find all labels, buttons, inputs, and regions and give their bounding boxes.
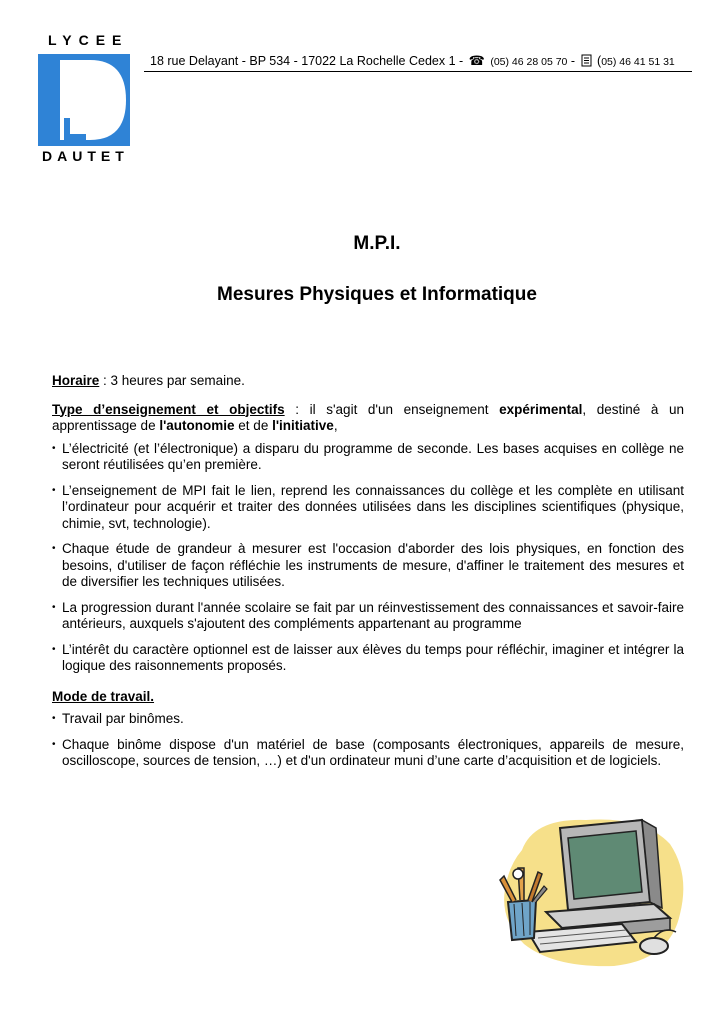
list-item: • L’électricité (et l’électronique) a disparu du programme de seconde. Les bases acquises en collège ne seront réutilisées qu’en première. (52, 441, 684, 474)
mode-label: Mode de travail. (52, 688, 155, 704)
phone-number: (05) 46 28 05 70 (490, 56, 568, 68)
list-item: • Chaque étude de grandeur à mesurer est l'occasion d'aborder des lois physiques, en fonction des besoins, d'utiliser de façon réfléchie les instruments de mesure, d'affiner le traitement des mesures et de diversifier les techniques utilisées. (52, 541, 684, 591)
horaire-text: : 3 heures par semaine. (99, 373, 245, 388)
list-item: • L’intérêt du caractère optionnel est de laisser aux élèves du temps pour réfléchir, imaginer et intégrer la logique des raisonnements proposés. (52, 642, 684, 675)
mode-list (52, 711, 684, 770)
type-text-2: , destiné à un apprentissage de (52, 401, 685, 433)
logo-top-text: LYCEE (48, 32, 129, 48)
horaire-paragraph (52, 373, 684, 390)
type-text-3: et de (234, 418, 273, 433)
list-item: • La progression durant l'année scolaire se fait par un réinvestissement des connaissances et savoir-faire antérieurs, auxquels s'ajoutent des compléments appartenant au programme (52, 600, 684, 633)
header-divider (144, 71, 692, 72)
type-label: Type d’enseignement et objectifs (52, 401, 285, 417)
logo-bottom-text: DAUTET (42, 148, 129, 164)
horaire-label: Horaire (52, 373, 100, 388)
address-text: 18 rue Delayant - BP 534 - 17022 La Rochelle Cedex 1 - (150, 54, 464, 68)
type-text-1: : il s'agit d'un enseignement (284, 401, 500, 417)
list-item: • Travail par binômes. (52, 711, 684, 728)
list-item: • Chaque binôme dispose d'un matériel de base (composants électroniques, appareils de mesure, oscilloscope, sources de tension, …) et d'un ordinateur muni d’une carte d’acquisition et de logiciels. (52, 737, 684, 770)
logo-d-shape (38, 54, 130, 146)
list-item: • L’enseignement de MPI fait le lien, reprend les connaissances du collège et les complète en utilisant l’ordinateur pour acquérir et traiter des données utilisées dans les disciplines scientifiques (physique, chimie, svt, technologie). (52, 483, 684, 533)
school-address-line (150, 53, 675, 69)
lycee-logo (38, 54, 130, 146)
mode-heading (52, 689, 684, 706)
fax-number: 05) 46 41 51 31 (601, 56, 675, 68)
page-subtitle: Mesures Physiques et Informatique (217, 284, 537, 305)
type-bold-experimental: expérimental (499, 401, 583, 417)
type-bold-initiative: l'initiative (272, 418, 334, 433)
separator: - (570, 54, 576, 68)
page-title: M.P.I. (353, 233, 401, 254)
document-body (52, 373, 684, 779)
fax-icon (581, 53, 592, 68)
type-bold-autonomie: l'autonomie (159, 418, 235, 433)
type-text-4: , (333, 418, 338, 433)
type-paragraph (52, 402, 684, 435)
objectives-list (52, 441, 684, 675)
computer-clipart (494, 814, 690, 968)
phone-icon: ☎ (468, 53, 485, 68)
fax-paren: ( (597, 54, 602, 68)
